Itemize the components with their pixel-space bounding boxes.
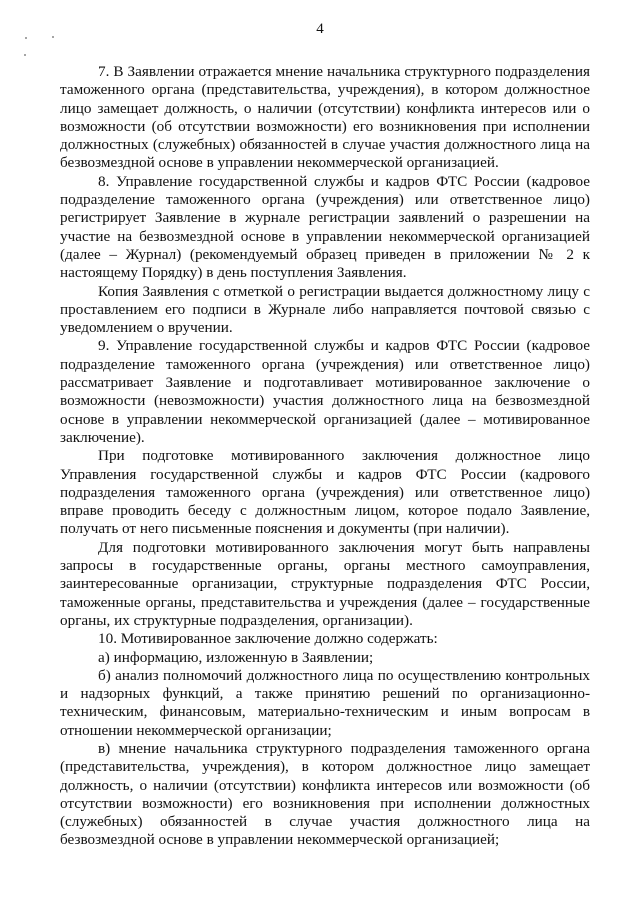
paragraph-preparation: При подготовке мотивированного заключения должностное лицо Управления государственной службы и кадров ФТС России (кадрового подразделения таможенного органа (учреждения) или ответственное лицо) вправе проводить беседу с должностным лицом, которое подало Заявление, получать от него письменные пояснения и документы (при наличии). (60, 447, 590, 538)
paragraph-requests: Для подготовки мотивированного заключения могут быть направлены запросы в государственные органы, органы местного самоуправления, заинтересованные организации, структурные подразделения ФТС России, таможенные органы, представительства и учреждения (далее – государственные органы, их структурные подразделения, организации). (60, 538, 590, 629)
paragraph-copy: Копия Заявления с отметкой о регистрации выдается должностному лицу с проставлением его подписи в Журнале либо направляется почтовой связью с уведомлением о вручении. (60, 282, 590, 337)
page-number: 4 (316, 21, 324, 37)
scan-speck (24, 54, 26, 56)
paragraph-10: 10. Мотивированное заключение должно содержать: (98, 630, 438, 648)
paragraph-8: 8. Управление государственной службы и кадров ФТС России (кадровое подразделение таможенного органа (учреждения) или ответственное лицо) регистрирует Заявление в журнале регистрации заявлений о разрешении на участие на безвозмездной основе в управлении некоммерческой организацией (далее – Журнал) (рекомендуемый образец приведен в приложении № 2 к настоящему Порядку) в день поступления Заявления. (60, 172, 590, 282)
paragraph-9: 9. Управление государственной службы и кадров ФТС России (кадровое подразделение таможенного органа (учреждения) или ответственное лицо) рассматривает Заявление и подготавливает мотивированное заключение о возможности (невозможности) участия должностного лица на безвозмездной основе в управлении некоммерческой организацией (далее – мотивированное заключение). (60, 337, 590, 446)
document-body (60, 63, 590, 850)
list-item-b: б) анализ полномочий должностного лица по осуществлению контрольных и надзорных функций, а также принятию решений по организационно-техническим, финансовым, материально-техническим и иным вопросам в отношении некоммерческой организации; (60, 666, 590, 739)
list-item-a: а) информацию, изложенную в Заявлении; (98, 648, 374, 666)
paragraph-7: 7. В Заявлении отражается мнение начальника структурного подразделения таможенного органа (представительства, учреждения), в котором должностное лицо замещает должность, о наличии (отсутствии) конфликта интересов или о возможности (об отсутствии возможности) его возникновения при исполнении должностных (служебных) обязанностей в случае участия должностного лица на безвозмездной основе в управлении некоммерческой организацией. (60, 63, 590, 172)
list-item-v: в) мнение начальника структурного подразделения таможенного органа (представительства, учреждения), в котором должностное лицо замещает должность, о наличии (отсутствии) конфликта интересов или возможности (об отсутствии возможности) его возникновения при исполнении должностных (служебных) обязанностей в случае участия должностного лица на безвозмездной основе в управлении некоммерческой организацией; (60, 739, 590, 849)
